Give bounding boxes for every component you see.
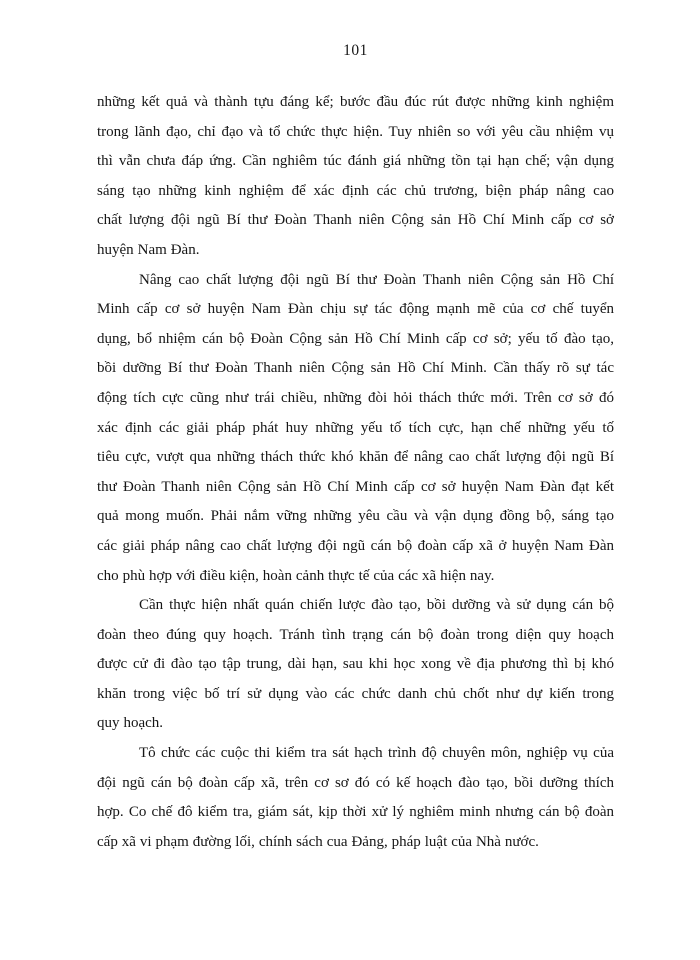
text-line: Minh cấp cơ sở huyện Nam Đàn chịu sự tác động mạnh mẽ của cơ chế tuyển: [97, 301, 614, 318]
text-line: đội ngũ cán bộ đoàn cấp xã, trên cơ sơ đó có kế hoạch đào tạo, bồi dưỡng thích: [97, 774, 614, 791]
paragraph: [97, 88, 614, 266]
document-body: [97, 88, 614, 857]
text-line: được cử đi đào tạo tập trung, dài hạn, sau khi học xong về địa phương thì bị khó: [97, 656, 614, 673]
text-line: Nâng cao chất lượng đội ngũ Bí thư Đoàn Thanh niên Cộng sản Hồ Chí: [139, 271, 614, 288]
text-line: những kết quả và thành tựu đáng kể; bước đầu đúc rút được những kinh nghiệm: [97, 94, 614, 110]
paragraph: [97, 739, 614, 857]
text-line: đoàn theo đúng quy hoạch. Tránh tình trạng cán bộ đoàn trong diện quy hoạch: [97, 626, 614, 643]
text-line: khăn trong việc bố trí sử dụng vào các chức danh chủ chốt như dự kiến trong: [97, 685, 614, 702]
text-line: thư Đoàn Thanh niên Cộng sản Hồ Chí Minh cấp cơ sở huyện Nam Đàn đạt kết: [97, 478, 614, 495]
text-line: xác định các giải pháp phát huy những yếu tố tích cực, hạn chế những yếu tố: [97, 419, 614, 436]
text-line: thì vẫn chưa đáp ứng. Cần nghiêm túc đánh giá những tồn tại hạn chế; vận dụng: [97, 153, 614, 170]
text-line: tiêu cực, vượt qua những thách thức khó khăn để nâng cao chất lượng đội ngũ Bí: [97, 449, 614, 466]
text-line: quy hoạch.: [97, 715, 164, 732]
text-line: cho phù hợp với điều kiện, hoàn cảnh thực tế của các xã hiện nay.: [97, 567, 495, 584]
text-line: bồi dưỡng Bí thư Đoàn Thanh niên Cộng sản Hồ Chí Minh. Cần thấy rõ sự tác: [97, 360, 614, 377]
text-line: dụng, bổ nhiệm cán bộ Đoàn Cộng sản Hồ Chí Minh cấp cơ sở; yếu tố đào tạo,: [97, 330, 614, 347]
paragraph: [97, 266, 614, 592]
text-line: Tô chức các cuộc thi kiểm tra sát hạch trình độ chuyên môn, nghiệp vụ của: [139, 745, 614, 762]
text-line: quả mong muốn. Phải nắm vững những yêu cầu và vận dụng đồng bộ, sáng tạo: [97, 508, 614, 525]
text-line: trong lãnh đạo, chỉ đạo và tổ chức thực hiện. Tuy nhiên so với yêu cầu nhiệm vụ: [97, 123, 614, 140]
page-number: 101: [343, 42, 368, 59]
paragraph: [97, 591, 614, 739]
text-line: động tích cực cũng như trái chiều, những đòi hỏi thách thức mới. Trên cơ sở đó: [97, 389, 614, 406]
text-line: huyện Nam Đàn.: [97, 241, 200, 258]
text-line: sáng tạo những kinh nghiệm để xác định các chủ trương, biện pháp nâng cao: [97, 182, 614, 199]
text-line: Cần thực hiện nhất quán chiến lược đào tạo, bồi dưỡng và sử dụng cán bộ: [139, 597, 614, 614]
text-line: cấp xã vi phạm đường lối, chính sách cua Đảng, pháp luật của Nhà nước.: [97, 833, 539, 850]
text-line: các giải pháp nâng cao chất lượng đội ngũ cán bộ đoàn cấp xã ở huyện Nam Đàn: [97, 537, 614, 554]
text-line: chất lượng đội ngũ Bí thư Đoàn Thanh niên Cộng sản Hồ Chí Minh cấp cơ sở: [97, 212, 614, 229]
text-line: hợp. Co chế đô kiểm tra, giám sát, kịp thời xử lý nghiêm minh nhưng cán bộ đoàn: [97, 804, 614, 821]
